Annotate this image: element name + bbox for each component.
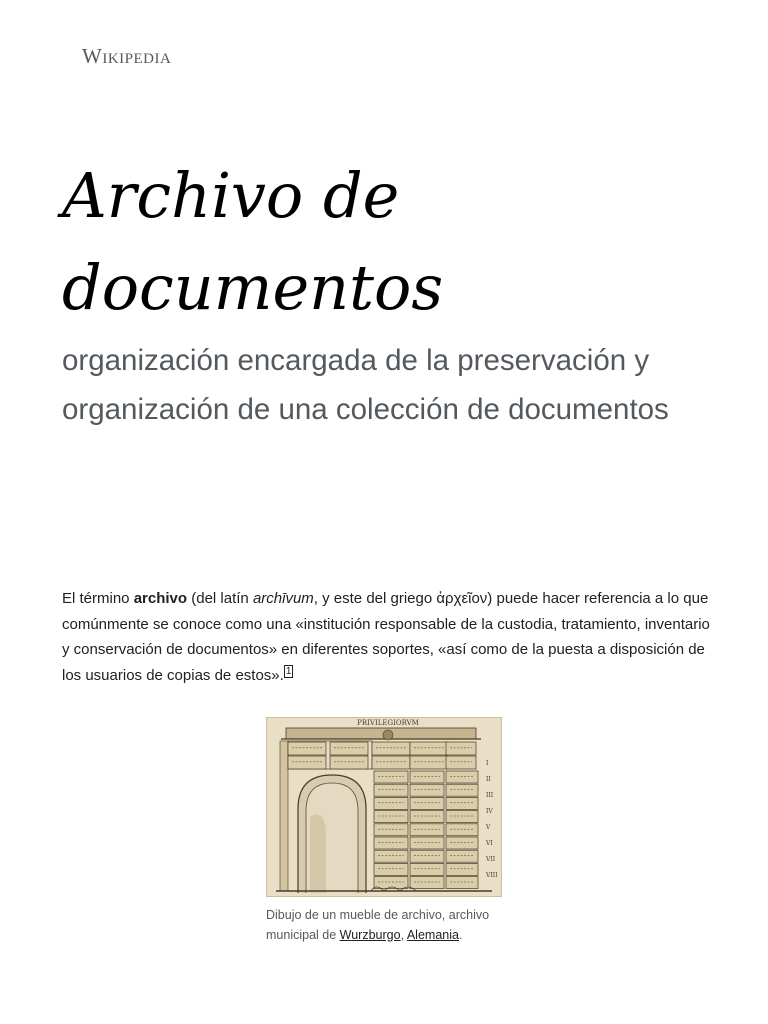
page-description: organización encargada de la preservación y organización de una colección de documentos	[62, 344, 669, 426]
drawer	[288, 756, 326, 769]
page-title: Archivo de documentos	[62, 159, 444, 324]
image-header-text: PRIVILEGIORVM	[357, 719, 419, 727]
drawer	[410, 797, 444, 809]
drawer	[374, 824, 408, 836]
drawer	[374, 837, 408, 849]
drawer	[410, 756, 448, 769]
link-alemania[interactable]: Alemania	[406, 927, 459, 942]
drawer	[410, 811, 444, 823]
intro-term: archivo	[133, 590, 188, 607]
drawer	[446, 863, 478, 875]
drawer	[410, 784, 444, 796]
drawer	[446, 771, 478, 783]
caption-separator: ,	[400, 927, 407, 942]
archive-figure	[266, 717, 502, 945]
drawer	[446, 824, 478, 836]
row-numeral: V	[486, 824, 491, 831]
drawer	[446, 797, 478, 809]
drawer	[410, 742, 448, 755]
row-numeral: VII	[486, 856, 496, 863]
drawer	[374, 771, 408, 783]
intro-latin: archīvum	[252, 590, 314, 607]
figure-caption	[266, 906, 502, 945]
drawer	[374, 797, 408, 809]
intro-text-3: , y este del griego ἀρχεῖον) puede hacer referencia a lo que comúnmente se conoce como una «institución responsable de la custodia, tratamiento, inventario y conservación de documentos» en diferentes soportes, «así como de la puesta a disposición de los usuarios de copias de estos».	[62, 590, 710, 684]
row-numeral: IV	[486, 808, 493, 815]
reference-1-link[interactable]: 1	[285, 665, 292, 677]
drawer	[410, 877, 444, 889]
drawer	[374, 863, 408, 875]
drawer	[410, 850, 444, 862]
intro-paragraph	[62, 586, 712, 688]
caption-text: Dibujo de un mueble de archivo, archivo municipal de	[266, 908, 490, 942]
caption-end: .	[458, 927, 463, 942]
drawer	[330, 742, 368, 755]
drawer	[446, 837, 478, 849]
intro-text-1: El término	[62, 590, 134, 607]
drawer	[288, 742, 326, 755]
drawer	[446, 756, 476, 769]
row-numeral: I	[486, 760, 489, 767]
drawer	[446, 850, 478, 862]
drawer	[446, 811, 478, 823]
row-numeral: VIII	[486, 872, 498, 879]
drawer	[372, 756, 410, 769]
drawer	[410, 824, 444, 836]
drawer	[446, 877, 478, 889]
row-numeral: II	[486, 776, 491, 783]
drawer	[410, 863, 444, 875]
drawer	[410, 837, 444, 849]
drawer	[374, 850, 408, 862]
drawer	[410, 771, 444, 783]
drawer	[330, 756, 368, 769]
intro-text-2: (del latín	[187, 590, 253, 607]
archive-cabinet-drawing[interactable]	[266, 717, 502, 897]
drawer	[372, 742, 410, 755]
wikipedia-logo[interactable]: Wikipedia	[82, 44, 172, 68]
reference-1[interactable]	[284, 665, 294, 678]
link-wurzburgo[interactable]: Wurzburgo	[339, 927, 401, 942]
row-numeral: VI	[486, 840, 493, 847]
drawer	[446, 742, 476, 755]
drawer	[374, 811, 408, 823]
drawer	[446, 784, 478, 796]
row-numeral: III	[486, 792, 494, 799]
drawer	[374, 784, 408, 796]
